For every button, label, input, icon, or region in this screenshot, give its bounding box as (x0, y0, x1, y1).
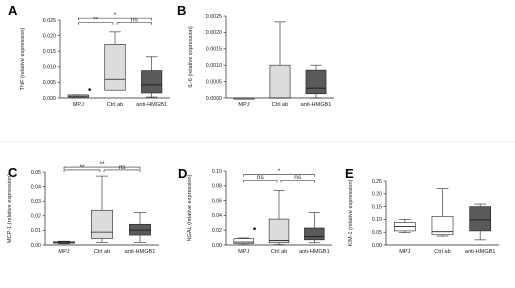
y-tick-label: 0.0005 (205, 79, 222, 86)
panel-letter: B (177, 3, 187, 18)
x-category-label: anti-HMGB1 (136, 102, 168, 108)
box-3 (470, 204, 491, 240)
y-tick-label: 0.02 (211, 228, 222, 234)
x-category-label: anti-HMGB1 (298, 249, 330, 255)
box-2 (105, 32, 126, 90)
x-category-label: anti-HMGB1 (464, 249, 496, 255)
significance-label: ** (99, 160, 105, 168)
y-tick-label: 0.01 (30, 228, 41, 235)
panel-letter: D (178, 166, 188, 181)
y-axis-title: IL-6 (relative expression) (188, 26, 194, 88)
significance-label: ns (130, 16, 138, 24)
x-category-label: Ctrl ab (434, 249, 451, 255)
x-category-label: MPJ (58, 249, 70, 255)
y-tick-label: 0.0000 (205, 95, 222, 102)
panel-letter: E (345, 166, 354, 181)
y-tick-label: 0.05 (371, 230, 382, 236)
box-iqr (270, 65, 290, 98)
chart-panel-e (345, 166, 499, 255)
x-category-label: MPJ (238, 249, 250, 255)
y-tick-label: 0.08 (211, 183, 222, 190)
x-category-label: Ctrl ab (106, 102, 124, 108)
y-tick-label: 0.03 (30, 199, 41, 205)
y-tick-label: 0.0015 (205, 46, 222, 53)
significance-label: ns (294, 174, 302, 182)
y-tick-label: 0.0010 (205, 63, 222, 69)
y-tick-label: 0.06 (211, 198, 222, 205)
y-tick-label: 0.005 (42, 80, 56, 87)
box-3 (141, 57, 162, 97)
y-tick-label: 0.15 (371, 204, 382, 211)
significance-bracket (64, 161, 140, 169)
chart-panel-c (7, 161, 159, 255)
chart-panel-a (8, 3, 170, 108)
box-iqr (304, 228, 324, 240)
significance-label: ns (118, 163, 126, 171)
y-tick-label: 0.10 (371, 217, 382, 224)
y-tick-label: 0.015 (42, 49, 56, 55)
box-3 (304, 212, 324, 242)
significance-bracket (64, 164, 100, 172)
outlier-point (253, 227, 256, 230)
box-iqr (105, 44, 126, 90)
y-tick-label: 0.000 (42, 95, 56, 102)
significance-bracket (281, 174, 314, 182)
y-tick-label: 0.0020 (205, 30, 222, 37)
x-category-label: MPJ (72, 102, 84, 108)
box-2 (270, 22, 290, 98)
significance-bracket (244, 168, 315, 176)
box-iqr (141, 71, 162, 93)
y-tick-label: 0.25 (371, 178, 382, 185)
outlier-point (88, 88, 91, 91)
y-tick-label: 0.020 (42, 33, 56, 40)
y-axis-title: KIM-1 (relative expression) (348, 179, 354, 247)
box-2 (432, 189, 453, 236)
y-tick-label: 0.04 (30, 184, 41, 191)
box-2 (91, 176, 112, 242)
significance-label: ** (79, 163, 85, 171)
significance-label: ** (93, 16, 99, 24)
y-tick-label: 0.010 (42, 64, 56, 71)
significance-bracket (78, 16, 113, 24)
y-tick-label: 0.0025 (205, 13, 222, 20)
panel-letter: C (8, 165, 18, 180)
x-category-label: Ctrl ab (270, 249, 288, 255)
y-tick-label: 0.20 (371, 191, 382, 198)
x-category-label: anti-HMGB1 (124, 249, 156, 255)
y-tick-label: 0.025 (42, 17, 56, 24)
box-1 (68, 88, 91, 97)
y-tick-label: 0.00 (30, 242, 41, 249)
chart-panel-b (177, 3, 334, 108)
panel-letter: A (8, 3, 18, 18)
box-3 (129, 213, 150, 243)
chart-panel-d (178, 166, 332, 255)
y-axis-title: TNF (relative expression) (20, 27, 26, 91)
box-1 (234, 98, 254, 99)
y-tick-label: 0.04 (211, 213, 222, 220)
box-iqr (470, 207, 491, 231)
x-category-label: Ctrl ab (271, 102, 289, 108)
x-category-label: MPJ (399, 249, 411, 255)
significance-bracket (117, 16, 152, 24)
significance-bracket (104, 164, 140, 172)
box-iqr (269, 219, 289, 243)
significance-label: * (113, 11, 117, 19)
y-tick-label: 0.10 (211, 168, 222, 175)
y-tick-label: 0.00 (371, 242, 382, 249)
y-tick-label: 0.00 (211, 242, 222, 249)
box-1 (394, 219, 415, 232)
box-iqr (234, 239, 254, 244)
significance-label: ns (256, 174, 264, 182)
significance-bracket (244, 174, 277, 182)
box-iqr (129, 224, 150, 235)
y-tick-label: 0.05 (30, 169, 41, 176)
x-category-label: MPJ (238, 102, 250, 108)
y-axis-title: MCP-1 (relative expression) (7, 173, 13, 244)
box-1 (53, 241, 74, 244)
box-iqr (91, 210, 112, 238)
x-category-label: anti-HMGB1 (300, 102, 332, 108)
significance-bracket (78, 12, 151, 20)
box-2 (269, 190, 289, 244)
x-category-label: Ctrl ab (93, 249, 111, 255)
box-1 (234, 227, 256, 244)
y-tick-label: 0.02 (30, 213, 41, 220)
box-iqr (306, 70, 326, 94)
y-axis-title: NGAL (relative expression) (187, 174, 193, 242)
box-3 (306, 65, 326, 98)
significance-label: * (277, 168, 281, 176)
